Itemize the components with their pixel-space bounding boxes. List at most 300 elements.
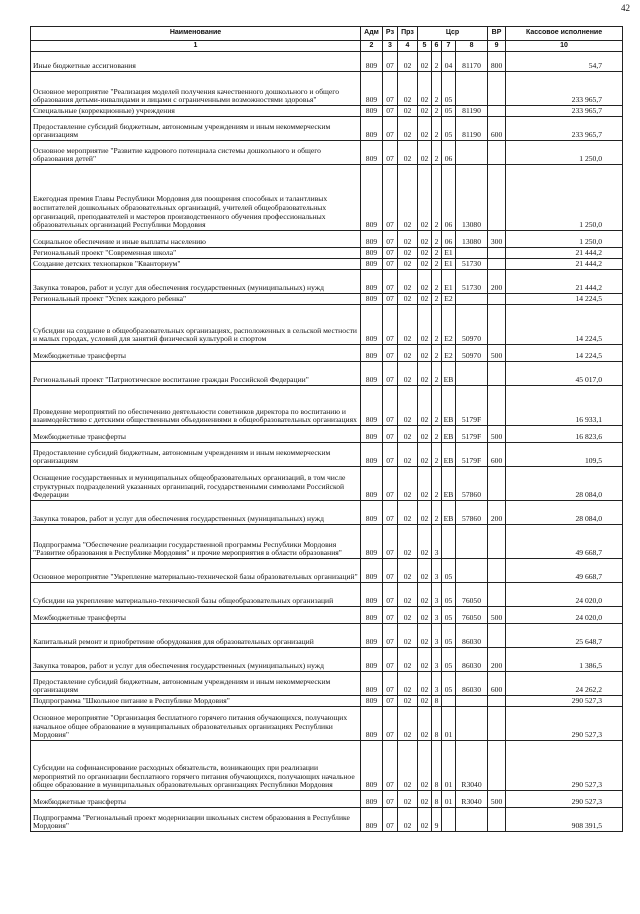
row-rz: 07 — [383, 525, 398, 559]
row-csr-program: 02 — [418, 165, 432, 231]
row-csr-subprogram: 2 — [432, 305, 442, 345]
table-row — [31, 607, 623, 624]
row-name: Предоставление субсидий бюджетным, автономным учреждениям и иным некоммерческим организациям — [31, 672, 361, 696]
column-number: 5 — [418, 41, 432, 52]
row-rz: 07 — [383, 362, 398, 386]
row-name: Основное мероприятие "Укрепление материально-технической базы образовательных организаций" — [31, 559, 361, 583]
row-prz: 02 — [398, 165, 418, 231]
row-csr-subprogram: 2 — [432, 231, 442, 248]
row-csr-program: 02 — [418, 426, 432, 443]
row-vr: 200 — [488, 648, 506, 672]
row-vr — [488, 165, 506, 231]
row-csr-subprogram: 2 — [432, 259, 442, 270]
row-csr-subprogram: 2 — [432, 141, 442, 165]
row-csr-program: 02 — [418, 362, 432, 386]
row-csr-subprogram: 2 — [432, 248, 442, 259]
row-csr-program: 02 — [418, 624, 432, 648]
row-rz: 07 — [383, 52, 398, 72]
row-csr-direction — [456, 248, 488, 259]
row-csr-program: 02 — [418, 672, 432, 696]
row-csr-program: 02 — [418, 294, 432, 305]
table-row — [31, 231, 623, 248]
row-amount: 28 084,0 — [506, 501, 623, 525]
row-csr-subprogram: 2 — [432, 270, 442, 294]
row-adm: 809 — [361, 696, 383, 707]
row-csr-direction: 81190 — [456, 106, 488, 117]
row-adm: 809 — [361, 791, 383, 808]
row-csr-program: 02 — [418, 231, 432, 248]
row-csr-direction: 50970 — [456, 305, 488, 345]
row-csr-direction: 5179F — [456, 426, 488, 443]
row-csr-program: 02 — [418, 117, 432, 141]
row-csr-subprogram: 3 — [432, 559, 442, 583]
row-csr-direction: 76050 — [456, 583, 488, 607]
page-number: 42 — [621, 3, 630, 13]
row-amount: 1 250,0 — [506, 141, 623, 165]
table-row — [31, 259, 623, 270]
row-csr-program: 02 — [418, 305, 432, 345]
row-csr-event: 01 — [442, 707, 456, 741]
row-amount: 290 527,3 — [506, 791, 623, 808]
row-csr-program: 02 — [418, 259, 432, 270]
row-csr-direction: 5179F — [456, 443, 488, 467]
row-vr — [488, 467, 506, 501]
row-csr-direction: 86030 — [456, 624, 488, 648]
row-csr-event: 06 — [442, 141, 456, 165]
row-adm: 809 — [361, 559, 383, 583]
row-prz: 02 — [398, 426, 418, 443]
row-adm: 809 — [361, 707, 383, 741]
row-csr-subprogram: 3 — [432, 525, 442, 559]
row-csr-direction: R3040 — [456, 741, 488, 791]
row-name: Подпрограмма "Школьное питание в Республике Мордовия" — [31, 696, 361, 707]
row-csr-subprogram: 8 — [432, 741, 442, 791]
row-rz: 07 — [383, 583, 398, 607]
row-csr-subprogram: 2 — [432, 345, 442, 362]
row-prz: 02 — [398, 696, 418, 707]
row-csr-program: 02 — [418, 270, 432, 294]
row-rz: 07 — [383, 294, 398, 305]
header-prz: Прз — [398, 27, 418, 41]
row-rz: 07 — [383, 672, 398, 696]
row-adm: 809 — [361, 248, 383, 259]
header-rz: Рз — [383, 27, 398, 41]
table-row — [31, 648, 623, 672]
row-csr-subprogram: 3 — [432, 583, 442, 607]
row-csr-program: 02 — [418, 696, 432, 707]
header-csr: Цср — [418, 27, 488, 41]
row-rz: 07 — [383, 386, 398, 426]
row-vr: 500 — [488, 791, 506, 808]
row-adm: 809 — [361, 443, 383, 467]
row-csr-event: 05 — [442, 607, 456, 624]
row-csr-event: 05 — [442, 624, 456, 648]
row-vr — [488, 305, 506, 345]
row-csr-program: 02 — [418, 607, 432, 624]
table-row — [31, 141, 623, 165]
row-prz: 02 — [398, 607, 418, 624]
table-row — [31, 117, 623, 141]
row-csr-subprogram: 2 — [432, 106, 442, 117]
table-row — [31, 808, 623, 832]
row-csr-direction — [456, 141, 488, 165]
table-row — [31, 707, 623, 741]
table-row — [31, 672, 623, 696]
row-csr-direction: 81170 — [456, 52, 488, 72]
row-rz: 07 — [383, 72, 398, 106]
table-row — [31, 525, 623, 559]
row-vr: 500 — [488, 345, 506, 362]
column-number: 10 — [506, 41, 623, 52]
header-vr: ВР — [488, 27, 506, 41]
row-vr — [488, 559, 506, 583]
row-csr-subprogram: 2 — [432, 72, 442, 106]
row-adm: 809 — [361, 386, 383, 426]
row-amount: 21 444,2 — [506, 259, 623, 270]
row-vr: 600 — [488, 443, 506, 467]
row-csr-direction — [456, 72, 488, 106]
table-row — [31, 345, 623, 362]
row-name: Закупка товаров, работ и услуг для обеспечения государственных (муниципальных) нужд — [31, 648, 361, 672]
row-prz: 02 — [398, 443, 418, 467]
row-name: Субсидии на укрепление материально-технической базы общеобразовательных организаций — [31, 583, 361, 607]
row-name: Основное мероприятие "Организация бесплатного горячего питания обучающихся, получающих начальное общее образование в муниципальных образовательных организациях Республики Мордовия" — [31, 707, 361, 741]
column-number: 9 — [488, 41, 506, 52]
row-adm: 809 — [361, 808, 383, 832]
row-vr — [488, 294, 506, 305]
row-csr-event: 05 — [442, 117, 456, 141]
row-adm: 809 — [361, 141, 383, 165]
row-csr-direction: 86030 — [456, 672, 488, 696]
row-name: Социальное обеспечение и иные выплаты населению — [31, 231, 361, 248]
row-vr — [488, 624, 506, 648]
row-csr-event — [442, 525, 456, 559]
row-amount: 21 444,2 — [506, 270, 623, 294]
row-vr: 500 — [488, 607, 506, 624]
table-row — [31, 624, 623, 648]
row-name: Региональный проект "Современная школа" — [31, 248, 361, 259]
row-name: Региональный проект "Успех каждого ребенка" — [31, 294, 361, 305]
row-csr-event: E1 — [442, 248, 456, 259]
row-prz: 02 — [398, 345, 418, 362]
row-amount: 14 224,5 — [506, 345, 623, 362]
row-csr-direction — [456, 525, 488, 559]
row-name: Субсидии на софинансирование расходных обязательств, возникающих при реализации мероприятий по организации бесплатного горячего питания обучающихся, получающих начальное общее образование в муниципальных образовательных организациях Республики Мордовия — [31, 741, 361, 791]
row-adm: 809 — [361, 345, 383, 362]
row-csr-subprogram: 3 — [432, 607, 442, 624]
row-prz: 02 — [398, 248, 418, 259]
budget-table — [30, 26, 623, 832]
row-amount: 233 965,7 — [506, 106, 623, 117]
row-amount: 1 250,0 — [506, 231, 623, 248]
row-amount: 1 386,5 — [506, 648, 623, 672]
row-vr — [488, 696, 506, 707]
row-csr-event: EB — [442, 467, 456, 501]
row-amount: 54,7 — [506, 52, 623, 72]
row-rz: 07 — [383, 741, 398, 791]
row-prz: 02 — [398, 294, 418, 305]
row-csr-event: 05 — [442, 559, 456, 583]
row-vr — [488, 741, 506, 791]
row-csr-subprogram: 2 — [432, 467, 442, 501]
row-csr-subprogram: 2 — [432, 443, 442, 467]
row-csr-subprogram: 8 — [432, 696, 442, 707]
row-csr-direction — [456, 559, 488, 583]
header-amount: Кассовое исполнение — [506, 27, 623, 41]
row-csr-event: E2 — [442, 305, 456, 345]
row-name: Закупка товаров, работ и услуг для обеспечения государственных (муниципальных) нужд — [31, 270, 361, 294]
row-csr-program: 02 — [418, 106, 432, 117]
row-adm: 809 — [361, 72, 383, 106]
row-amount: 24 020,0 — [506, 583, 623, 607]
row-prz: 02 — [398, 52, 418, 72]
row-csr-direction — [456, 294, 488, 305]
row-csr-program: 02 — [418, 501, 432, 525]
column-number: 4 — [398, 41, 418, 52]
row-adm: 809 — [361, 583, 383, 607]
row-amount: 25 648,7 — [506, 624, 623, 648]
row-csr-event: E1 — [442, 270, 456, 294]
row-vr — [488, 248, 506, 259]
row-vr — [488, 362, 506, 386]
row-rz: 07 — [383, 696, 398, 707]
row-csr-event: 04 — [442, 52, 456, 72]
row-csr-event: 05 — [442, 583, 456, 607]
row-csr-direction: 76050 — [456, 607, 488, 624]
row-amount: 28 084,0 — [506, 467, 623, 501]
row-name: Предоставление субсидий бюджетным, автономным учреждениям и иным некоммерческим организациям — [31, 117, 361, 141]
row-adm: 809 — [361, 467, 383, 501]
row-prz: 02 — [398, 559, 418, 583]
row-prz: 02 — [398, 791, 418, 808]
row-csr-subprogram: 2 — [432, 386, 442, 426]
column-number-row — [31, 41, 623, 52]
row-csr-event: 05 — [442, 72, 456, 106]
row-prz: 02 — [398, 72, 418, 106]
row-csr-direction: 51730 — [456, 270, 488, 294]
row-name: Проведение мероприятий по обеспечению деятельности советников директора по воспитанию и взаимодействию с детскими общественными объединениями в общеобразовательных организациях — [31, 386, 361, 426]
row-csr-event: EB — [442, 362, 456, 386]
row-csr-subprogram: 2 — [432, 362, 442, 386]
row-csr-program: 02 — [418, 72, 432, 106]
row-csr-subprogram: 8 — [432, 707, 442, 741]
row-vr: 600 — [488, 117, 506, 141]
row-name: Специальные (коррекционные) учреждения — [31, 106, 361, 117]
row-rz: 07 — [383, 305, 398, 345]
row-prz: 02 — [398, 117, 418, 141]
column-number: 7 — [442, 41, 456, 52]
row-adm: 809 — [361, 648, 383, 672]
row-prz: 02 — [398, 525, 418, 559]
row-amount: 24 020,0 — [506, 607, 623, 624]
table-row — [31, 741, 623, 791]
row-name: Иные бюджетные ассигнования — [31, 52, 361, 72]
row-csr-direction — [456, 696, 488, 707]
row-name: Капитальный ремонт и приобретение оборудования для образовательных организаций — [31, 624, 361, 648]
table-row — [31, 501, 623, 525]
row-csr-program: 02 — [418, 248, 432, 259]
table-row — [31, 165, 623, 231]
table-row — [31, 52, 623, 72]
row-vr — [488, 141, 506, 165]
row-name: Региональный проект "Патриотическое воспитание граждан Российской Федерации" — [31, 362, 361, 386]
row-name: Подпрограмма "Обеспечение реализации государственной программы Республики Мордовия "Развитие образования в Республике Мордовия" и прочие мероприятия в области образования" — [31, 525, 361, 559]
row-csr-direction: R3040 — [456, 791, 488, 808]
row-rz: 07 — [383, 248, 398, 259]
row-csr-program: 02 — [418, 467, 432, 501]
row-rz: 07 — [383, 607, 398, 624]
row-prz: 02 — [398, 707, 418, 741]
row-csr-program: 02 — [418, 741, 432, 791]
column-number: 1 — [31, 41, 361, 52]
row-prz: 02 — [398, 741, 418, 791]
column-number: 8 — [456, 41, 488, 52]
row-csr-event — [442, 808, 456, 832]
row-csr-program: 02 — [418, 583, 432, 607]
row-prz: 02 — [398, 583, 418, 607]
row-prz: 02 — [398, 141, 418, 165]
row-csr-program: 02 — [418, 443, 432, 467]
row-prz: 02 — [398, 808, 418, 832]
row-prz: 02 — [398, 362, 418, 386]
row-rz: 07 — [383, 117, 398, 141]
row-csr-direction — [456, 362, 488, 386]
row-csr-program: 02 — [418, 559, 432, 583]
row-csr-subprogram: 3 — [432, 624, 442, 648]
row-vr — [488, 525, 506, 559]
row-rz: 07 — [383, 231, 398, 248]
row-amount: 233 965,7 — [506, 117, 623, 141]
row-amount: 290 527,3 — [506, 696, 623, 707]
row-csr-direction: 51730 — [456, 259, 488, 270]
row-csr-subprogram: 2 — [432, 165, 442, 231]
row-csr-direction: 81190 — [456, 117, 488, 141]
row-amount: 908 391,5 — [506, 808, 623, 832]
row-adm: 809 — [361, 426, 383, 443]
row-csr-event: 01 — [442, 741, 456, 791]
row-csr-program: 02 — [418, 345, 432, 362]
row-vr: 500 — [488, 426, 506, 443]
row-csr-subprogram: 3 — [432, 672, 442, 696]
row-csr-event: 05 — [442, 106, 456, 117]
row-adm: 809 — [361, 305, 383, 345]
row-rz: 07 — [383, 648, 398, 672]
table-row — [31, 443, 623, 467]
row-rz: 07 — [383, 270, 398, 294]
header-name: Наименование — [31, 27, 361, 41]
row-name: Основное мероприятие "Реализация моделей получения качественного дошкольного и общего образования детьми-инвалидами и лицами с ограниченными возможностями здоровья" — [31, 72, 361, 106]
row-amount: 109,5 — [506, 443, 623, 467]
row-prz: 02 — [398, 106, 418, 117]
row-vr: 200 — [488, 270, 506, 294]
row-rz: 07 — [383, 165, 398, 231]
table-row — [31, 583, 623, 607]
column-number: 3 — [383, 41, 398, 52]
row-amount: 14 224,5 — [506, 305, 623, 345]
row-amount: 49 668,7 — [506, 525, 623, 559]
row-rz: 07 — [383, 624, 398, 648]
row-csr-event: EB — [442, 501, 456, 525]
row-vr: 300 — [488, 231, 506, 248]
row-adm: 809 — [361, 741, 383, 791]
row-name: Межбюджетные трансферты — [31, 607, 361, 624]
row-amount: 45 017,0 — [506, 362, 623, 386]
row-csr-event: EB — [442, 426, 456, 443]
row-amount: 24 262,2 — [506, 672, 623, 696]
row-adm: 809 — [361, 259, 383, 270]
row-rz: 07 — [383, 141, 398, 165]
table-row — [31, 426, 623, 443]
row-csr-subprogram: 2 — [432, 52, 442, 72]
row-csr-direction: 57860 — [456, 501, 488, 525]
row-prz: 02 — [398, 305, 418, 345]
row-amount: 21 444,2 — [506, 248, 623, 259]
row-csr-event: E1 — [442, 259, 456, 270]
row-adm: 809 — [361, 607, 383, 624]
row-prz: 02 — [398, 501, 418, 525]
row-amount: 1 250,0 — [506, 165, 623, 231]
header-adm: Адм — [361, 27, 383, 41]
row-amount: 16 823,6 — [506, 426, 623, 443]
row-rz: 07 — [383, 707, 398, 741]
row-csr-event: 01 — [442, 791, 456, 808]
row-csr-direction: 5179F — [456, 386, 488, 426]
row-csr-event: E2 — [442, 345, 456, 362]
table-row — [31, 559, 623, 583]
row-adm: 809 — [361, 52, 383, 72]
table-row — [31, 72, 623, 106]
row-csr-event: 05 — [442, 648, 456, 672]
row-csr-program: 02 — [418, 525, 432, 559]
table-row — [31, 305, 623, 345]
row-csr-direction — [456, 808, 488, 832]
row-csr-subprogram: 3 — [432, 648, 442, 672]
row-csr-direction: 57860 — [456, 467, 488, 501]
row-adm: 809 — [361, 165, 383, 231]
row-adm: 809 — [361, 270, 383, 294]
row-prz: 02 — [398, 624, 418, 648]
row-prz: 02 — [398, 259, 418, 270]
row-csr-subprogram: 2 — [432, 294, 442, 305]
row-name: Межбюджетные трансферты — [31, 345, 361, 362]
row-adm: 809 — [361, 117, 383, 141]
row-csr-program: 02 — [418, 808, 432, 832]
row-name: Предоставление субсидий бюджетным, автономным учреждениям и иным некоммерческим организациям — [31, 443, 361, 467]
row-rz: 07 — [383, 426, 398, 443]
row-rz: 07 — [383, 106, 398, 117]
row-vr: 200 — [488, 501, 506, 525]
row-adm: 809 — [361, 294, 383, 305]
row-amount: 290 527,3 — [506, 707, 623, 741]
table-row — [31, 106, 623, 117]
row-name: Межбюджетные трансферты — [31, 791, 361, 808]
table-row — [31, 791, 623, 808]
row-vr — [488, 72, 506, 106]
row-rz: 07 — [383, 501, 398, 525]
row-csr-event — [442, 696, 456, 707]
row-name: Субсидии на создание в общеобразовательных организациях, расположенных в сельской местности и малых городах, условий для занятий физической культурой и спортом — [31, 305, 361, 345]
row-prz: 02 — [398, 467, 418, 501]
column-number: 2 — [361, 41, 383, 52]
row-vr — [488, 386, 506, 426]
row-prz: 02 — [398, 231, 418, 248]
row-name: Оснащение государственных и муниципальных общеобразовательных организаций, в том числе структурных подразделений указанных организаций, государственными символами Российской Федерации — [31, 467, 361, 501]
row-csr-direction: 86030 — [456, 648, 488, 672]
row-adm: 809 — [361, 231, 383, 248]
row-csr-direction — [456, 707, 488, 741]
row-csr-program: 02 — [418, 791, 432, 808]
table-row — [31, 467, 623, 501]
